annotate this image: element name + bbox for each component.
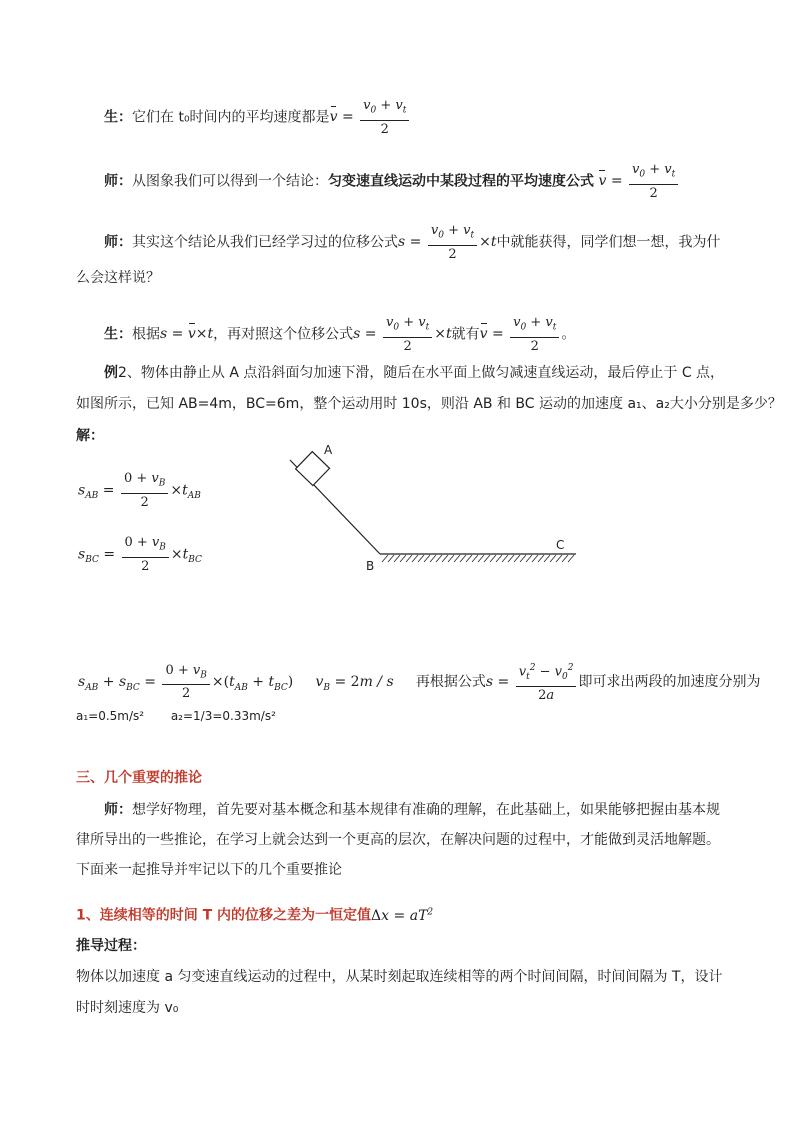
results-line <box>76 706 276 726</box>
example-label: 例 <box>104 365 118 381</box>
formula-average-velocity: v = $\frac{v_0 + v_t}{2}$ <box>480 326 562 342</box>
example-line-2: 如图所示，已知 AB=4m，BC=6m，整个运动用时 10s，则沿 AB 和 BC 运动的加速度 a₁、a₂大小分别是多少？ <box>76 396 782 412</box>
derivation-line-1: 物体以加速度 a 匀变速直线运动的过程中，从某时刻起取连续相等的两个时间间隔，时间间隔为 T，设计 <box>76 969 723 985</box>
dialog-text: 。 <box>561 326 576 343</box>
dialog-text: 中就能获得，同学们想一想，我为什 <box>496 234 721 251</box>
formula-displacement: s = $\frac{v_0 + v_t}{2}$ ×t <box>398 223 497 262</box>
speaker-label: 师： <box>104 173 132 190</box>
speaker-label: 师： <box>104 234 132 251</box>
derivation-label: 推导过程： <box>76 938 146 954</box>
inference-heading <box>76 902 433 926</box>
section-paragraph-line-3: 下面来一起推导并牢记以下的几个重要推论 <box>76 862 342 878</box>
inference-heading-text: 1、连续相等的时间 T 内的位移之差为一恒定值 <box>76 907 372 924</box>
solution-label: 解： <box>76 428 104 444</box>
dialog-line-1 <box>104 97 411 138</box>
after-text: 即可求出两段的加速度分别为 <box>578 673 761 690</box>
dialog-text: 它们在 t₀时间内的平均速度都是 <box>132 109 330 126</box>
formula-average-velocity: v = $\frac{v_0 + v_t}{2}$ <box>330 109 412 125</box>
incline-figure <box>280 438 590 578</box>
formula-delta-x: $\Delta x = aT^2$ <box>371 907 434 924</box>
label-a: A <box>324 443 333 457</box>
speaker-label: 生： <box>104 109 132 126</box>
speaker-label: 生： <box>104 326 132 343</box>
example-line-1 <box>104 363 724 383</box>
then-text: 再根据公式 <box>415 673 486 690</box>
formula-s-bc: $s_{BC}$ = $\frac{0 + v_B}{2}$ $\times t_{BC}$ <box>78 535 202 574</box>
example-text: 2、物体由静止从 A 点沿斜面匀加速下滑，随后在水平面上做匀减速直线运动，最后停止于 C 点， <box>118 365 725 381</box>
conclusion-text: 匀变速直线运动中某段过程的平均速度公式 <box>328 173 594 190</box>
derivation-line-2: 时时刻速度为 v₀ <box>76 1000 179 1016</box>
formula-sum: $s_{AB} + s_{BC}$ = $\frac{0 + v_B}{2}$ $\times(t_{AB} + t_{BC})$ $v_B = 2m / s$ 再根据公式s = $\frac{v_t^2 - v_0^2}{2a}$ 即可求出两段的加速度分别为 <box>78 660 760 704</box>
formula-displacement: s = $\frac{v_0 + v_t}{2}$ ×t <box>353 315 452 354</box>
dialog-text: 就有 <box>451 326 480 343</box>
dialog-text: 从图象我们可以得到一个结论： <box>132 173 328 190</box>
result-a2: a₂=1/3=0.33m/s² <box>170 709 276 723</box>
section-paragraph-line-2: 律所导出的一些推论，在学习上就会达到一个更高的层次，在解决问题的过程中，才能做到灵活地解题。 <box>76 832 720 848</box>
dialog-line-5 <box>104 314 575 355</box>
dialog-text: 其实这个结论从我们已经学习过的位移公式 <box>132 234 398 251</box>
paragraph-text: 想学好物理，首先要对基本概念和基本规律有准确的理解，在此基础上，如果能够把握由基本规 <box>132 802 720 818</box>
speaker-label: 师： <box>104 802 132 818</box>
label-c: C <box>556 538 565 552</box>
dialog-text: 根据 <box>132 326 160 343</box>
dialog-line-4: 么会这样说？ <box>76 270 160 286</box>
dialog-line-3 <box>104 222 720 263</box>
ground-hatching <box>382 555 574 562</box>
section-heading: 三、几个重要的推论 <box>76 770 202 786</box>
dialog-text: ，再对照这个位移公式 <box>213 326 354 343</box>
dialog-line-2 <box>104 161 680 202</box>
label-b: B <box>366 559 375 573</box>
section-paragraph-line-1 <box>104 800 720 820</box>
result-a1: a₁=0.5m/s² <box>76 709 145 723</box>
formula-s-v2: s = $\frac{v_t^2 - v_0^2}{2a}$ <box>486 674 579 690</box>
formula-average-velocity: v = $\frac{v_0 + v_t}{2}$ <box>598 173 680 189</box>
formula-s-ab: $s_{AB}$ = $\frac{0 + v_B}{2}$ $\times t_{AB}$ <box>78 471 201 510</box>
formula-s-vt: s = v×t <box>160 326 214 343</box>
